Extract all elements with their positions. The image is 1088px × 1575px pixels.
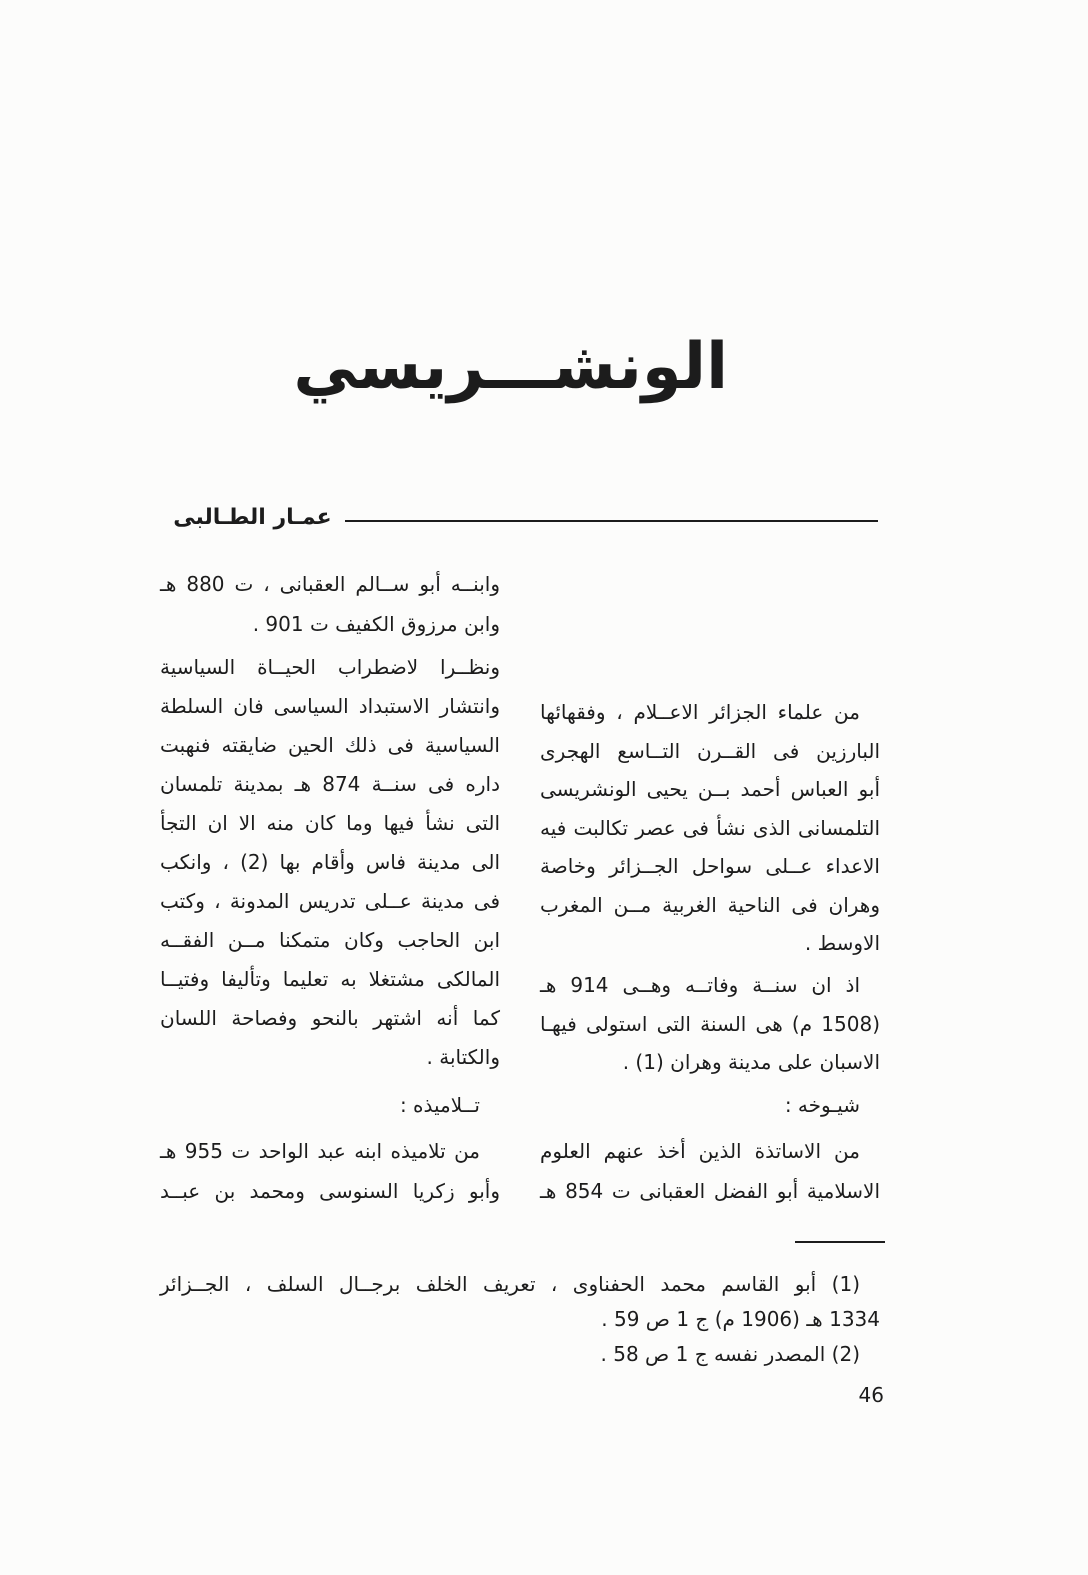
text-line: الاسلامية أبو الفضل العقبانى ت 854 هـ [540, 1179, 881, 1203]
footnote-divider [795, 1241, 885, 1243]
text-line: الى مدينة فاس وأقام بها (2) ، وانكب [160, 850, 500, 874]
text-line: (1508 م) هى السنة التى استولى فيهـا [540, 1011, 880, 1036]
text-line: وانتشار الاستبداد السياسى فان السلطة [160, 694, 500, 718]
text-line: كما أنه اشتهر بالنحو وفصاحة اللسان [160, 1006, 500, 1030]
text-line: الاوسط . [804, 931, 880, 955]
text-line: وابن مرزوق الكفيف ت 901 . [252, 612, 500, 636]
text-line: فى مدينة عــلى تدريس المدونة ، وكتب [160, 889, 500, 913]
text-line: داره فى سنــة 874 هـ بمدينة تلمسان [160, 772, 500, 796]
text-line: ونظــرا لاضطراب الحيــاة السياسية [160, 655, 500, 679]
footnote-1 [160, 1267, 880, 1337]
text-line: البارزين فى القــرن التــاسع الهجرى [540, 738, 880, 763]
footnote-2 [160, 1337, 880, 1372]
text-line: من علماء الجزائر الاعــلام ، وفقهائها [540, 700, 860, 724]
text-line: التى نشأ فيها وما كان منه الا ان التجأ [160, 811, 500, 835]
text-line: وابنــه أبو ســالم العقبانى ، ت 880 هـ [160, 572, 500, 596]
text-line: السياسية فى ذلك الحين ضايقته فنهبت [160, 733, 500, 757]
text-line: المالكى مشتغلا به تعليما وتأليفا وفتيــا [160, 967, 500, 991]
section-heading-students: تــلاميذه : [399, 1093, 480, 1117]
article-title: الونشـــريسي [293, 330, 728, 404]
text-line: الاسبان على مدينة وهران (1) . [622, 1050, 880, 1074]
footnote-line: (2) المصدر نفسه ج 1 ص 58 . [600, 1342, 860, 1366]
left-column-paragraph-2 [160, 648, 500, 1077]
text-line: ابن الحاجب وكان متمكنا مــن الفقــه [160, 928, 500, 952]
text-line: من الاساتذة الذين أخذ عنهم العلوم [540, 1139, 860, 1163]
sheikhs-heading-block [540, 1086, 880, 1124]
right-column-paragraph-1 [540, 693, 880, 963]
left-column-paragraph-1 [160, 564, 500, 644]
text-line: أبو العباس أحمد بــن يحيى الونشريسى [540, 777, 880, 801]
right-column-paragraph-2 [540, 966, 880, 1082]
text-line: والكتابة . [426, 1045, 500, 1069]
right-column-paragraph-3 [540, 1131, 880, 1211]
text-line: وأبو زكريا السنوسى ومحمد بن عبــد [160, 1179, 500, 1203]
text-line: الاعداء عــلى سواحل الجــزائر وخاصة [540, 854, 880, 878]
footnote-line: (1) أبو القاسم محمد الحفناوى ، تعريف الخلف برجــال السلف ، الجــزائر [160, 1272, 860, 1296]
section-heading-sheikhs: شيـوخه : [784, 1093, 860, 1117]
text-line: وهران فى الناحية الغربية مــن المغرب [540, 892, 880, 917]
footnote-line: 1334 هـ (1906 م) ج 1 ص 59 . [601, 1307, 880, 1331]
author-divider [345, 520, 878, 522]
text-line: اذ ان سنــة وفاتــه وهــى 914 هـ [540, 973, 860, 997]
text-line: التلمسانى الذى نشأ فى عصر تكالبت فيه [540, 815, 880, 840]
students-heading-block [160, 1086, 500, 1124]
page-number: 46 [858, 1383, 884, 1407]
text-line: من تلاميذه ابنه عبد الواحد ت 955 هـ [160, 1139, 481, 1163]
author-name: عمـار الطـالبى [173, 505, 332, 530]
left-column-paragraph-3 [160, 1131, 500, 1211]
